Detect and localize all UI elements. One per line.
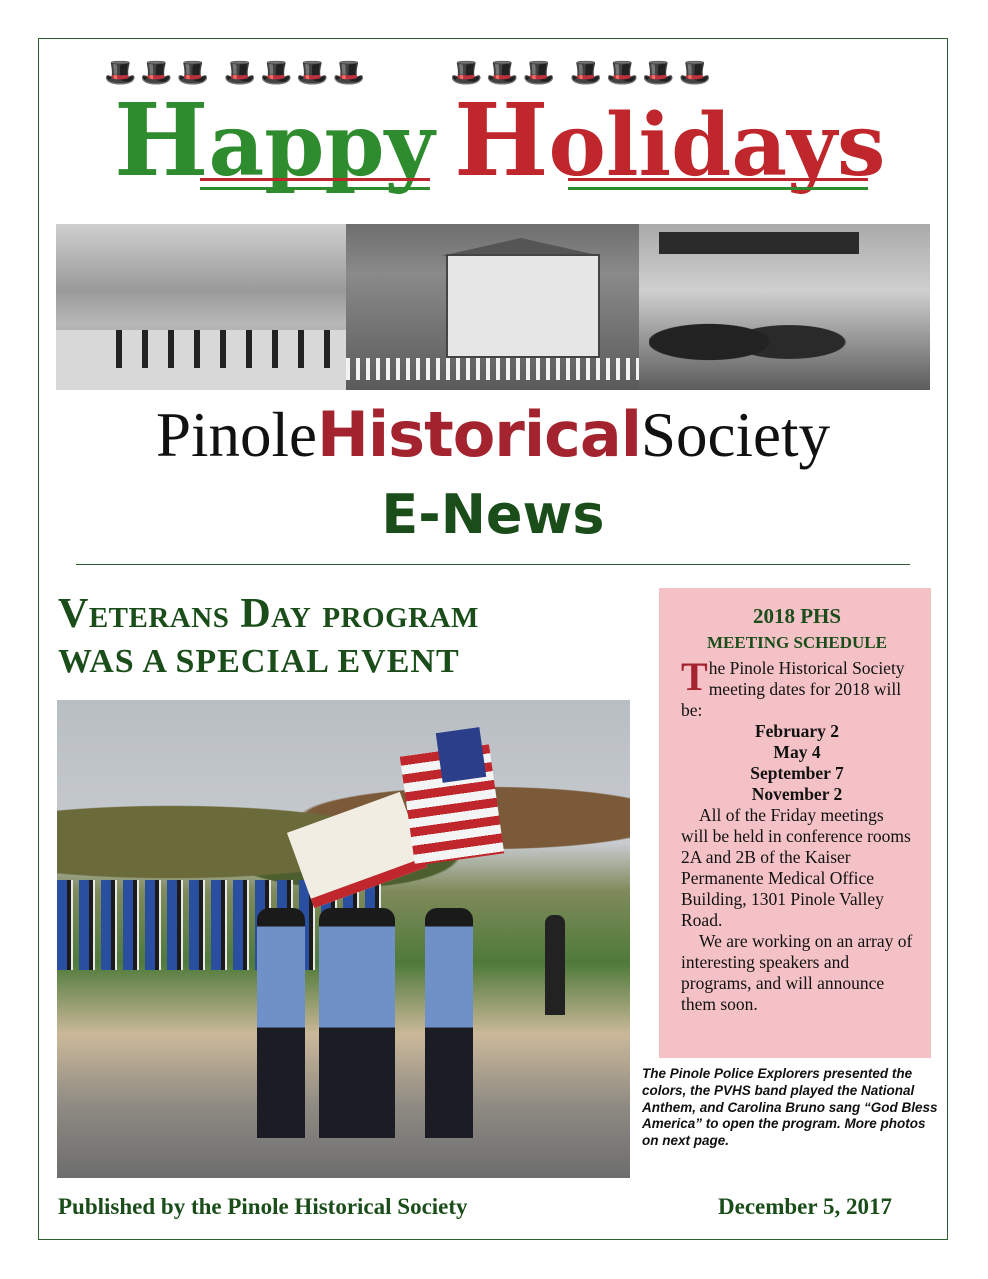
- masthead-historical: Historical: [317, 398, 641, 471]
- historic-house-photo: [346, 224, 639, 390]
- banner-word-holidays: Holidays: [454, 81, 886, 199]
- meeting-date: May 4: [773, 742, 821, 762]
- horses-and-wagon: [649, 300, 849, 370]
- top-hats-decoration-red-icon: 🎩🎩🎩 🎩🎩🎩🎩: [450, 58, 716, 87]
- schedule-note: We are working on an array of interesting speakers and programs, and will announce them soon.: [681, 931, 913, 1014]
- explorer-cadet: [347, 908, 395, 1138]
- stable-sign: [659, 232, 859, 254]
- divider: [76, 564, 910, 565]
- holly-underline-2: [568, 178, 868, 190]
- top-hats-decoration-icon: 🎩🎩🎩 🎩🎩🎩🎩: [104, 58, 370, 87]
- schedule-intro: he Pinole Historical Society meeting dates for 2018 will be:: [681, 658, 905, 720]
- masthead-title: [56, 398, 930, 471]
- house: [446, 254, 600, 358]
- drop-cap: T: [681, 654, 708, 699]
- explorer-cadet: [425, 908, 473, 1138]
- happy-holidays-banner: [90, 52, 890, 202]
- veterans-day-photo: [57, 700, 630, 1178]
- publisher-line: Published by the Pinole Historical Society: [58, 1194, 468, 1219]
- explorer-cadet: [257, 908, 305, 1138]
- masthead-society: Society: [640, 400, 830, 470]
- singer: [545, 915, 565, 1015]
- article-headline: [58, 590, 648, 686]
- meeting-date: September 7: [750, 763, 844, 783]
- historical-photo-strip: [56, 224, 930, 390]
- schedule-location: All of the Friday meetings will be held in conference rooms 2A and 2B of the Kaiser Permanente Medical Office Building, 1301 Pinole Valley Road.: [681, 805, 911, 930]
- masthead-subtitle: E-News: [381, 483, 605, 546]
- us-flag-canton: [436, 727, 487, 783]
- marchers: [116, 330, 336, 368]
- headline-line-1: Veterans Day program: [58, 591, 479, 637]
- historic-street-parade-photo: [56, 224, 346, 390]
- masthead-pinole: Pinole: [156, 400, 318, 470]
- schedule-subtitle: MEETING SCHEDULE: [707, 633, 887, 652]
- schedule-body: [681, 654, 913, 1015]
- banner-word-happy: Happy: [114, 81, 435, 199]
- headline-line-2: WAS A SPECIAL EVENT: [58, 643, 460, 680]
- schedule-title: 2018 PHS: [752, 604, 842, 628]
- meeting-schedule-box: [659, 588, 931, 1058]
- holly-underline-1: [200, 178, 430, 190]
- historic-livery-stable-photo: [639, 224, 930, 390]
- photo-caption: The Pinole Police Explorers presented the colors, the PVHS band played the National Anthem, and Carolina Bruno sang “God Bless America” to open the program. More photos on next page.: [642, 1066, 938, 1149]
- picket-fence: [346, 358, 639, 380]
- meeting-date: November 2: [751, 784, 843, 804]
- meeting-date: February 2: [754, 721, 840, 741]
- issue-date: December 5, 2017: [718, 1194, 892, 1219]
